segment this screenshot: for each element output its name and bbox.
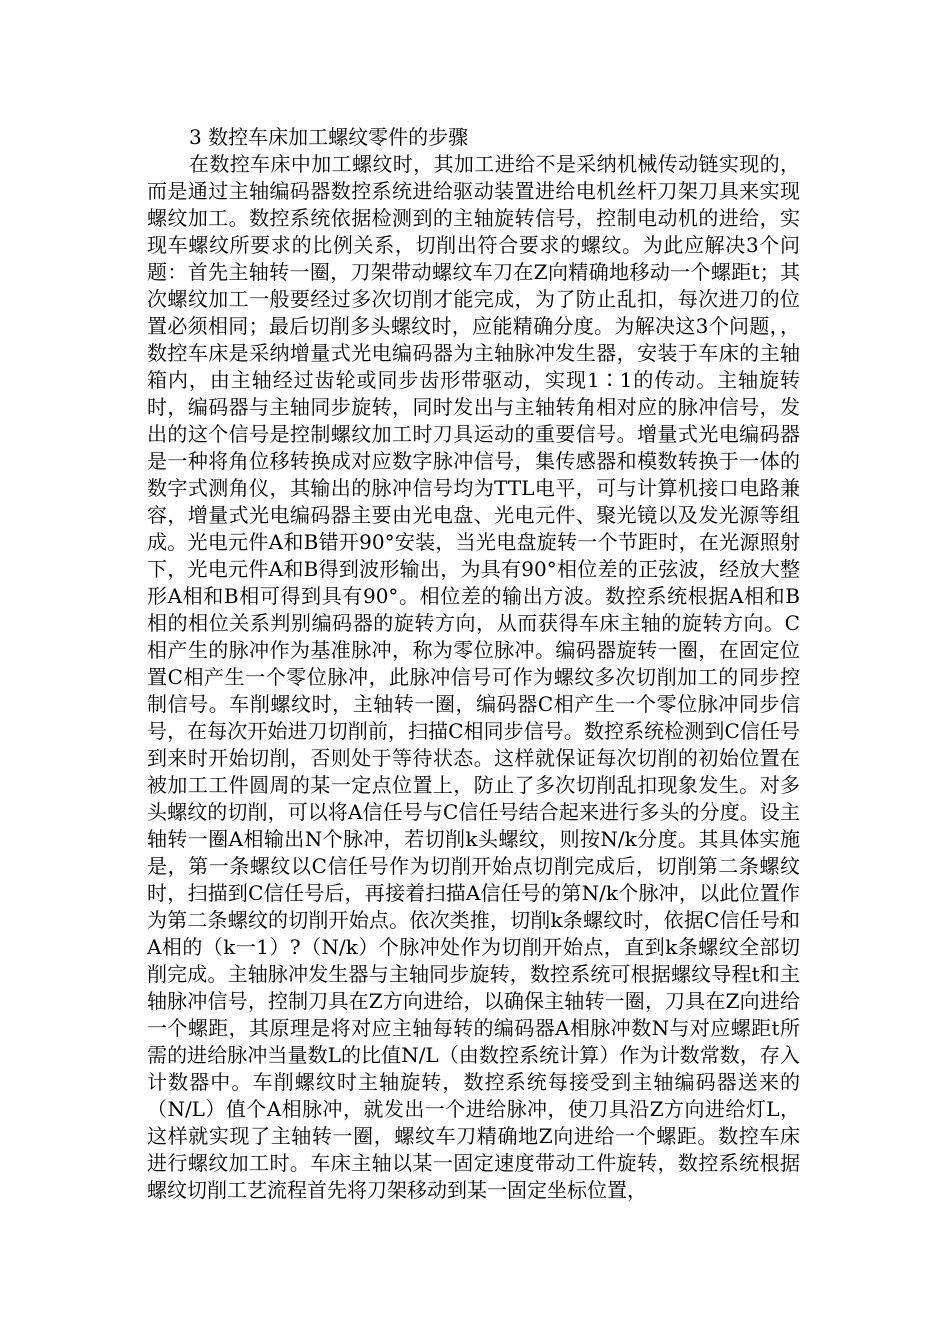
section-heading: 3 数控车床加工螺纹零件的步骤 xyxy=(189,125,469,149)
body-paragraph: 在数控车床中加工螺纹时，其加工进给不是采纳机械传动链实现的，而是通过主轴编码器数控系统进给驱动装置进给电机丝杆刀架刀具来实现螺纹加工。数控系统依据检测到的主轴旋转信号，控制电动机的进给，实现车螺纹所要求的比例关系，切削出符合要求的螺纹。为此应解决3个问题：首先主轴转一圈，刀架带动螺纹车刀在Z向精确地移动一个螺距t；其次螺纹加工一般要经过多次切削才能完成，为了防止乱扣，每次进刀的位置必须相同；最后切削多头螺纹时，应能精确分度。为解决这3个问题，，数控车床是采纳增量式光电编码器为主轴脉冲发生器，安装于车床的主轴箱内，由主轴经过齿轮或同步齿形带驱动，实现1∶1的传动。主轴旋转时，编码器与主轴同步旋转，同时发出与主轴转角相对应的脉冲信号，发出的这个信号是控制螺纹加工时刀具运动的重要信号。增量式光电编码器是一种将角位移转换成对应数字脉冲信号，集传感器和模数转换于一体的数字式测角仪，其输出的脉冲信号均为TTL电平，可与计算机接口电路兼容，增量式光电编码器主要由光电盘、光电元件、聚光镜以及发光源等组成。光电元件A和B错开90°安装，当光电盘旋转一个节距时，在光源照射下，光电元件A和B得到波形输出，为具有90°相位差的正弦波，经放大整形A相和B相可得到具有90°。相位差的输出方波。数控系统根据A相和B相的相位关系判别编码器的旋转方向，从而获得车床主轴的旋转方向。C相产生的脉冲作为基准脉冲，称为零位脉冲。编码器旋转一圈，在固定位置C相产生一个零位脉冲，此脉冲信号可作为螺纹多次切削加工的同步控制信号。车削螺纹时，主轴转一圈，编码器C相产生一个零位脉冲同步信号，在每次开始进刀切削前，扫描C相同步信号。数控系统检测到C信任号到来时开始切削，否则处于等待状态。这样就保证每次切削的初始位置在被加工工件圆周的某一定点位置上，防止了多次切削乱扣现象发生。对多头螺纹的切削，可以将A信任号与C信任号结合起来进行多头的分度。设主轴转一圈A相输出N个脉冲，若切削k头螺纹，则按N/k分度。其具体实施是，第一条螺纹以C信任号作为切削开始点切削完成后，切削第二条螺纹时，扫描到C信任号后，再接着扫描A信任号的第N/k个脉冲，以此位置作为第二条螺纹的切削开始点。依次类推，切削k条螺纹时，依据C信任号和A相的（k一1）?（N/k）个脉冲处作为切削开始点，直到k条螺纹全部切削完成。主轴脉冲发生器与主轴同步旋转，数控系统可根据螺纹导程t和主轴脉冲信号，控制刀具在Z方向进给，以确保主轴转一圈，刀具在Z向进给一个螺距，其原理是将对应主轴每转的编码器A相脉冲数N与对应螺距t所需的进给脉冲当量数L的比值N/L（由数控系统计算）作为计数常数，存入计数器中。车削螺纹时主轴旋转，数控系统每接受到主轴编码器送来的（N/L）值个A相脉冲，就发出一个进给脉冲，使刀具沿Z方向进给灯L，这样就实现了主轴转一圈，螺纹车刀精确地Z向进给一个螺距。数控车床进行螺纹加工时。车床主轴以某一固定速度带动工件旋转，数控系统根据螺纹切削工艺流程首先将刀架移动到某一固定坐标位置， xyxy=(147,152,800,1202)
document-body xyxy=(147,124,800,1204)
